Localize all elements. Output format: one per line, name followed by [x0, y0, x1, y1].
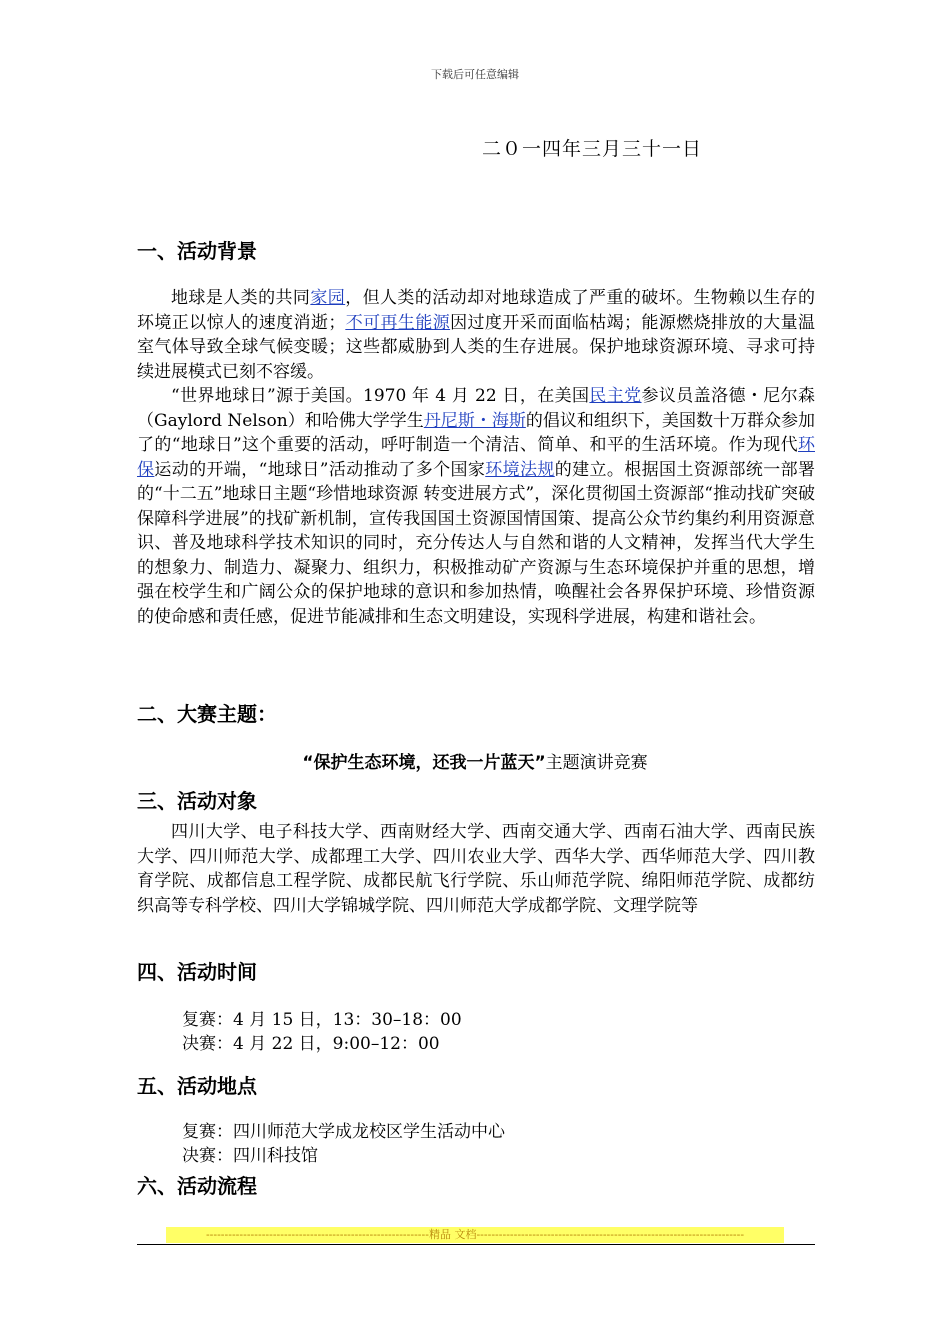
final-venue: 决赛：四川科技馆	[182, 1146, 318, 1166]
text-run: 因过度开采而面临枯竭；能源燃烧排放的大量温室气体导致全球气候变暖；这些都威胁到人类的生存进展。保护地球资源环境、寻求可持续进展模式已刻不容缓。	[137, 312, 816, 382]
link-denis-hayes[interactable]: 丹尼斯・海斯	[423, 410, 526, 431]
final-time: 决赛：4 月 22 日，9:00–12：00	[182, 1034, 440, 1054]
theme-suffix: 主题演讲竞赛	[545, 753, 648, 773]
link-democratic-party[interactable]: 民主党	[589, 386, 642, 406]
semifinal-venue: 复赛：四川师范大学成龙校区学生活动中心	[182, 1122, 505, 1142]
text-run: 地球是人类的共同	[171, 288, 311, 308]
participants-list: 四川大学、电子科技大学、西南财经大学、西南交通大学、西南石油大学、西南民族大学、四川师范大学、成都理工大学、四川农业大学、西华大学、西华师范大学、四川教育学院、成都信息工程学院、成都民航飞行学院、乐山师范学院、绵阳师范学院、成都纺织高等专科学校、四川大学锦城学院、四川师范大学成都学院、文理学院等	[137, 822, 815, 916]
section-6-heading: 六、活动流程	[137, 1174, 257, 1198]
section-4-heading: 四、活动时间	[137, 960, 257, 984]
section-5-heading: 五、活动地点	[137, 1074, 257, 1098]
text-run: “世界地球日”源于美国。1970 年 4 月 22 日，在美国	[171, 386, 590, 406]
section-1-paragraph-1	[137, 286, 815, 384]
link-nonrenewable-energy[interactable]: 不可再生能源	[345, 312, 451, 333]
link-environmentalism[interactable]: 环保	[137, 435, 815, 480]
section-1-heading: 一、活动背景	[137, 239, 257, 263]
footer-dashes-right: ------------------------------------------------------------------------	[476, 1228, 745, 1241]
section-1-paragraph-2	[137, 384, 815, 629]
text-run: 的建立。根据国土资源部统一部署的“十二五”地球日主题“珍惜地球资源 转变进展方式”，深化贯彻国土资源部“推动找矿突破 保障科学进展”的找矿新机制，宣传我国国土资源国情国策、提高公众节约集约利用资源意识、普及地球科学技术知识的同时，充分传达人与自然和谐的人文精神，发挥当代大学生的想象力、制造力、凝聚力、组织力，积极推动矿产资源与生态环境保护并重的思想，增强在校学生和广阔公众的保护地球的意识和参加热情，唤醒社会各界保护环境、珍惜资源的使命感和责任感，促进节能减排和生态文明建设，实现科学进展，构建和谐社会。	[137, 459, 815, 627]
section-2-heading: 二、大赛主题：	[137, 702, 277, 726]
header-note: 下载后可任意编辑	[431, 68, 519, 81]
text-run: ，但人类的活动却对地球造成了严重的破坏。生物赖以生存的环境正以惊人的速度消逝；	[137, 288, 816, 333]
footer-divider	[137, 1244, 815, 1245]
document-date: 二０一四年三月三十一日	[482, 138, 703, 160]
semifinal-time: 复赛：4 月 15 日，13：30–18：00	[182, 1010, 462, 1030]
link-environmental-law[interactable]: 环境法规	[485, 459, 555, 480]
section-3-heading: 三、活动对象	[137, 789, 257, 813]
footer-banner	[166, 1227, 784, 1243]
contest-theme	[0, 748, 950, 773]
footer-label: 精品 文档	[428, 1228, 477, 1241]
text-run: 参议员盖洛德・尼尔森（Gaylord Nelson）和哈佛大学学生	[137, 386, 815, 431]
text-run: 运动的开端，“地球日”活动推动了多个国家	[154, 459, 486, 480]
text-run: 的倡议和组织下，美国数十万群众参加了的“地球日”这个重要的活动，呼吁制造一个清洁、简单、和平的生活环境。作为现代	[137, 410, 816, 455]
link-homeland[interactable]: 家园	[310, 288, 346, 308]
theme-slogan: “保护生态环境，还我一片蓝天”	[302, 753, 546, 773]
footer-dashes-left: ------------------------------------------------------------	[205, 1228, 429, 1241]
